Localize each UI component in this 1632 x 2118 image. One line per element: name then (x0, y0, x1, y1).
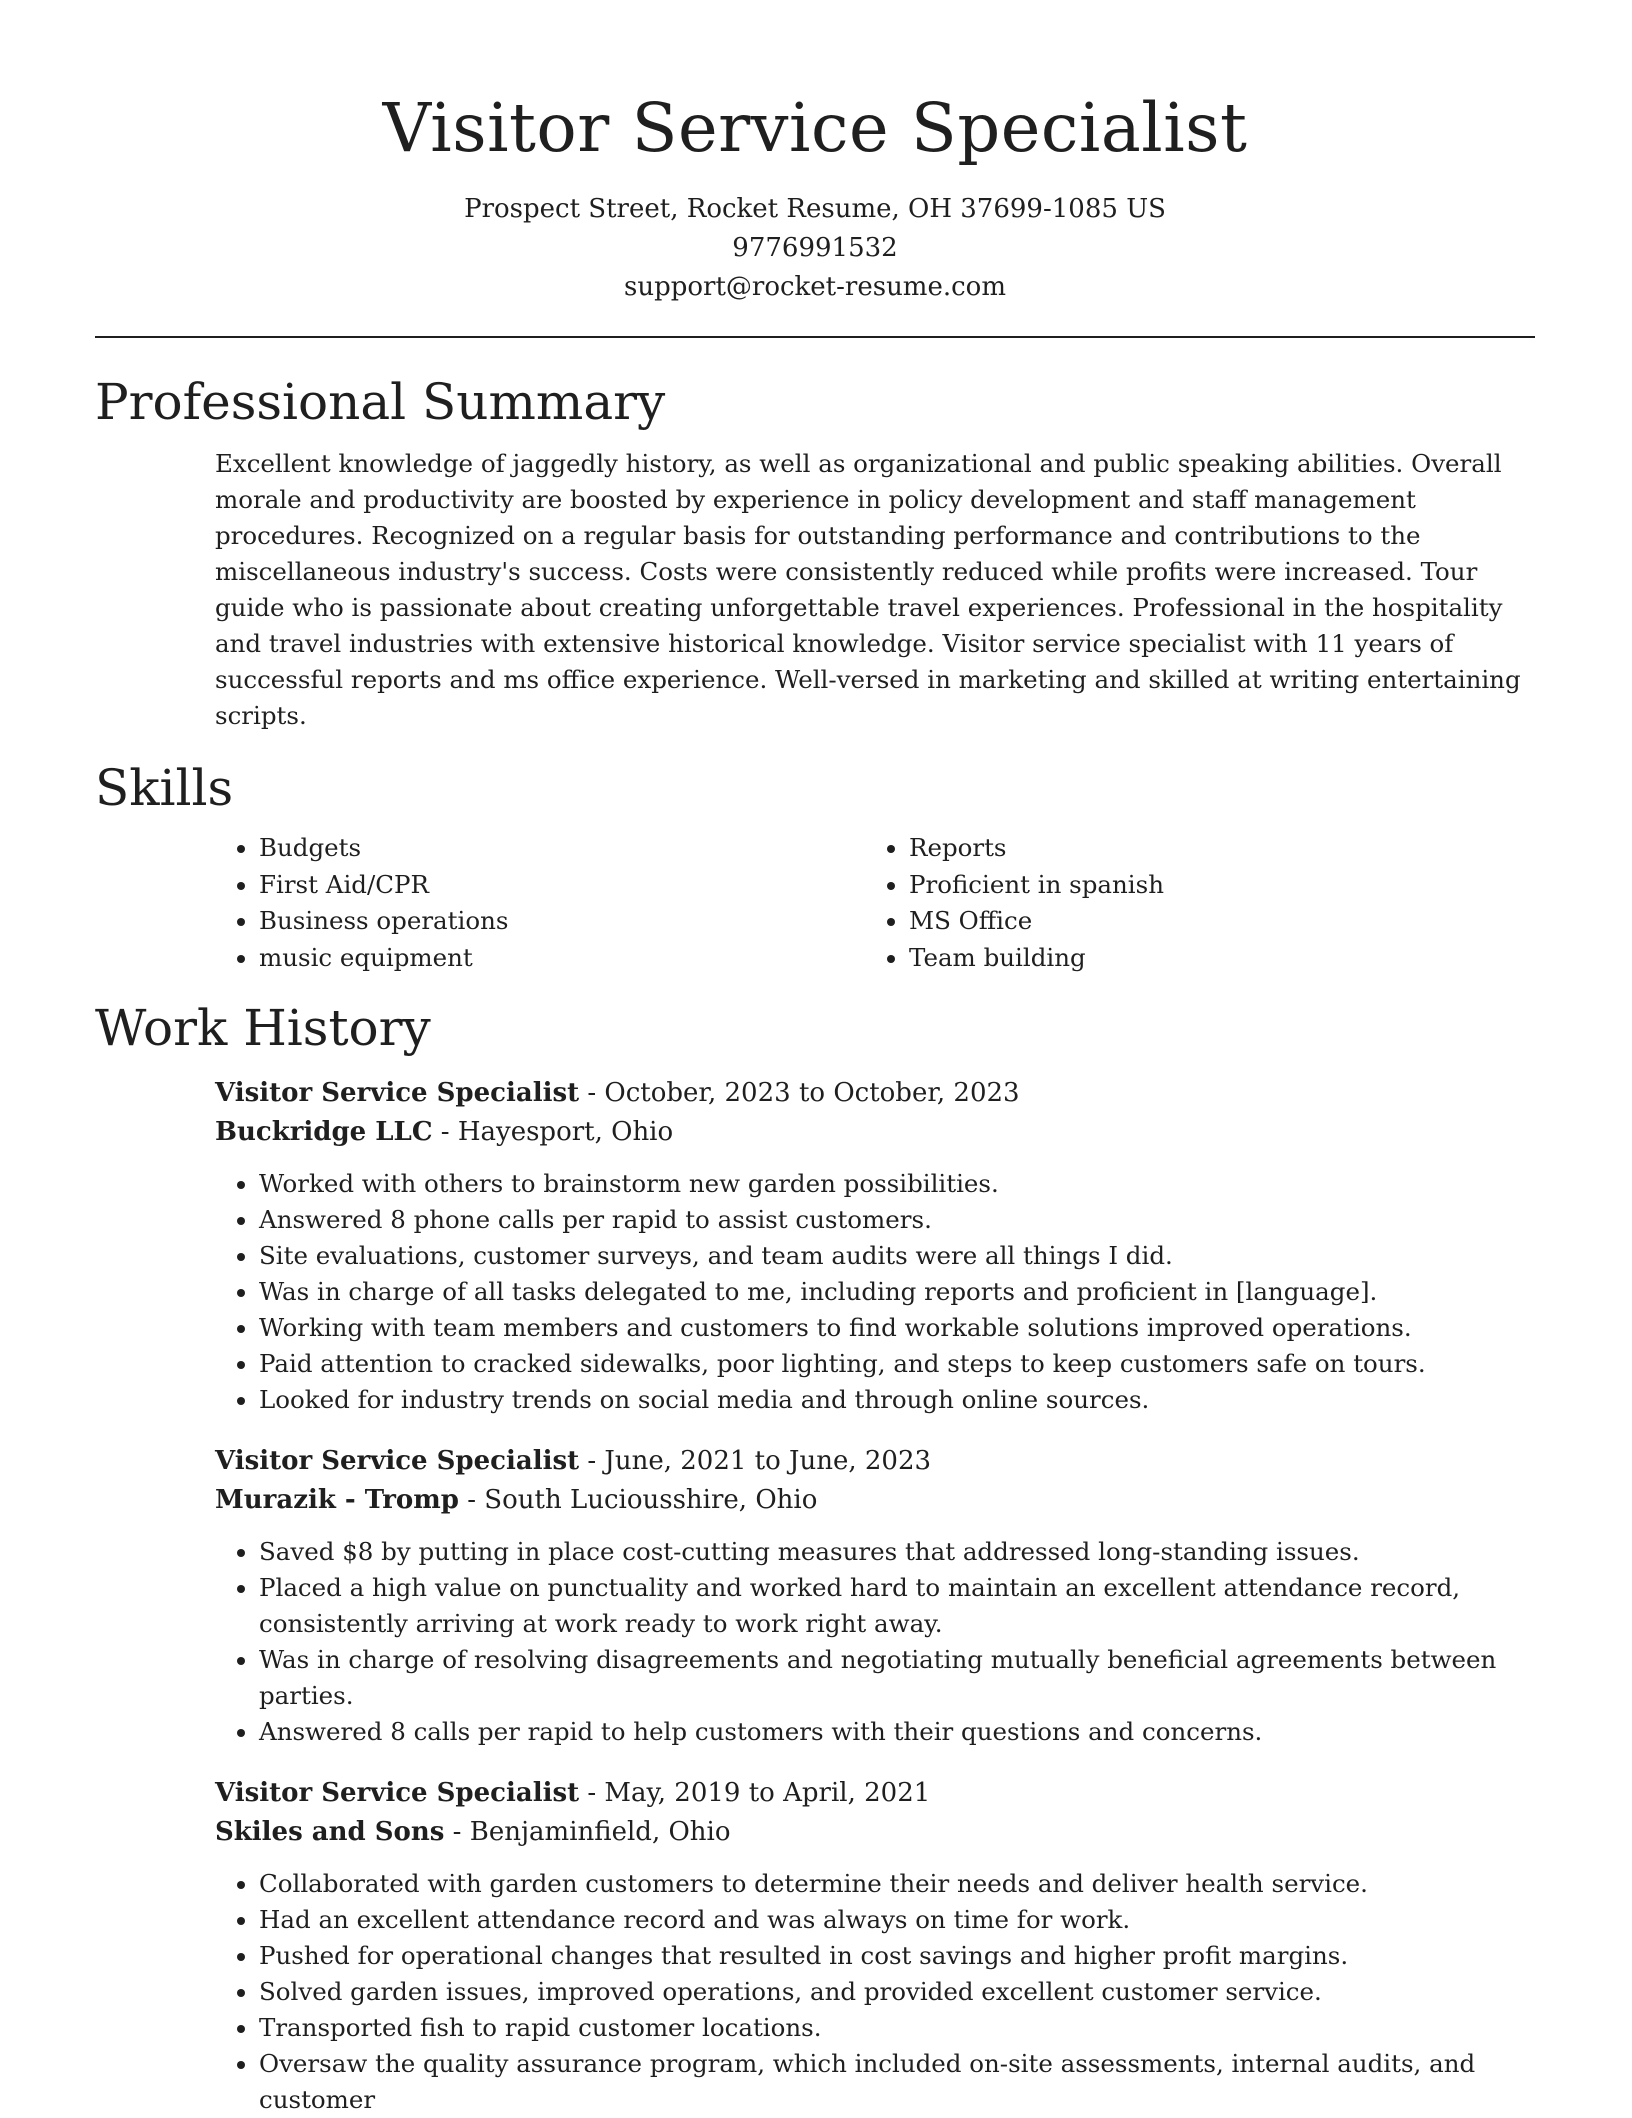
job-bullet: • Paid attention to cracked sidewalks, poor lighting, and steps to keep customers safe on tours. (259, 1346, 1535, 1382)
job-dates: - October, 2023 to October, 2023 (579, 1078, 1020, 1108)
job-bullet: • Working with team members and customers to find workable solutions improved operations. (259, 1310, 1535, 1346)
skills-column-left (215, 830, 865, 976)
job-bullet: • Transported fish to rapid customer locations. (259, 2010, 1535, 2046)
skill-item: • First Aid/CPR (259, 867, 865, 904)
resume-page (95, 0, 1535, 2118)
job-bullets (215, 1534, 1535, 1750)
job-bullet: • Placed a high value on punctuality and worked hard to maintain an excellent attendance record, consistently arriving at work ready to work right away. (259, 1570, 1535, 1642)
job-bullet: • Worked with others to brainstorm new garden possibilities. (259, 1166, 1535, 1202)
skill-item: • music equipment (259, 940, 865, 977)
job-bullets (215, 1866, 1535, 2118)
job-title-line (215, 1442, 1535, 1481)
job-company: Skiles and Sons (215, 1817, 445, 1847)
job-company-line (215, 1113, 1535, 1152)
job-entry (215, 1074, 1535, 1418)
job-title-line (215, 1774, 1535, 1813)
job-title: Visitor Service Specialist (215, 1778, 580, 1808)
job-bullet: • Looked for industry trends on social media and through online sources. (259, 1382, 1535, 1418)
job-bullet: • Had an excellent attendance record and was always on time for work. (259, 1902, 1535, 1938)
job-bullet: • Was in charge of resolving disagreements and negotiating mutually beneficial agreements between parties. (259, 1642, 1535, 1714)
contact-block (95, 190, 1535, 307)
skill-item: • Business operations (259, 903, 865, 940)
skill-item: • MS Office (909, 903, 1164, 940)
skills-list (215, 830, 1535, 976)
job-company-line (215, 1481, 1535, 1520)
job-company: Buckridge LLC (215, 1117, 433, 1147)
skill-item: • Budgets (259, 830, 865, 867)
job-location: - South Luciousshire, Ohio (458, 1485, 818, 1515)
skills-heading: Skills (95, 759, 234, 817)
job-dates: - June, 2021 to June, 2023 (579, 1446, 932, 1476)
email: support@rocket-resume.com (623, 272, 1006, 302)
skill-item: • Proficient in spanish (909, 867, 1164, 904)
job-bullet: • Saved $8 by putting in place cost-cutting measures that addressed long-standing issues. (259, 1534, 1535, 1570)
job-entry (215, 1774, 1535, 2118)
summary-text: Excellent knowledge of jaggedly history, as well as organizational and public speaking abilities. Overall morale and productivity are boosted by experience in policy development and staff management procedures. Recognized on a regular basis for outstanding performance and contributions to the miscellaneous industry's success. Costs were consistently reduced while profits were increased. Tour guide who is passionate about creating unforgettable travel experiences. Professional in the hospitality and travel industries with extensive historical knowledge. Visitor service specialist with 11 years of successful reports and ms office experience. Well-versed in marketing and skilled at writing entertaining scripts. (215, 449, 1521, 730)
job-bullet: • Oversaw the quality assurance program, which included on-site assessments, internal audits, and customer (259, 2046, 1535, 2118)
job-location: - Benjaminfield, Ohio (444, 1817, 731, 1847)
job-title: Visitor Service Specialist (215, 1446, 580, 1476)
header-divider (95, 336, 1535, 338)
job-bullets (215, 1166, 1535, 1418)
job-bullet: • Answered 8 phone calls per rapid to assist customers. (259, 1202, 1535, 1238)
job-title-line (215, 1074, 1535, 1113)
work-history-heading: Work History (95, 999, 431, 1057)
job-bullet: • Was in charge of all tasks delegated to me, including reports and proficient in [language]. (259, 1274, 1535, 1310)
job-company-line (215, 1813, 1535, 1852)
job-company: Murazik - Tromp (215, 1485, 459, 1515)
skill-item: • Reports (909, 830, 1164, 867)
job-location: - Hayesport, Ohio (432, 1117, 674, 1147)
job-dates: - May, 2019 to April, 2021 (579, 1778, 931, 1808)
job-bullet: • Pushed for operational changes that resulted in cost savings and higher profit margins. (259, 1938, 1535, 1974)
phone: 9776991532 (732, 233, 898, 263)
job-bullet: • Collaborated with garden customers to determine their needs and deliver health service. (259, 1866, 1535, 1902)
job-title: Visitor Service Specialist (215, 1078, 580, 1108)
resume-name: Visitor Service Specialist (382, 89, 1248, 167)
job-bullet: • Site evaluations, customer surveys, and team audits were all things I did. (259, 1238, 1535, 1274)
job-bullet: • Solved garden issues, improved operations, and provided excellent customer service. (259, 1974, 1535, 2010)
skills-column-right (865, 830, 1164, 976)
summary-heading: Professional Summary (95, 373, 666, 431)
address: Prospect Street, Rocket Resume, OH 37699-1085 US (464, 194, 1166, 224)
job-bullet: • Answered 8 calls per rapid to help customers with their questions and concerns. (259, 1714, 1535, 1750)
job-entry (215, 1442, 1535, 1750)
skill-item: • Team building (909, 940, 1164, 977)
